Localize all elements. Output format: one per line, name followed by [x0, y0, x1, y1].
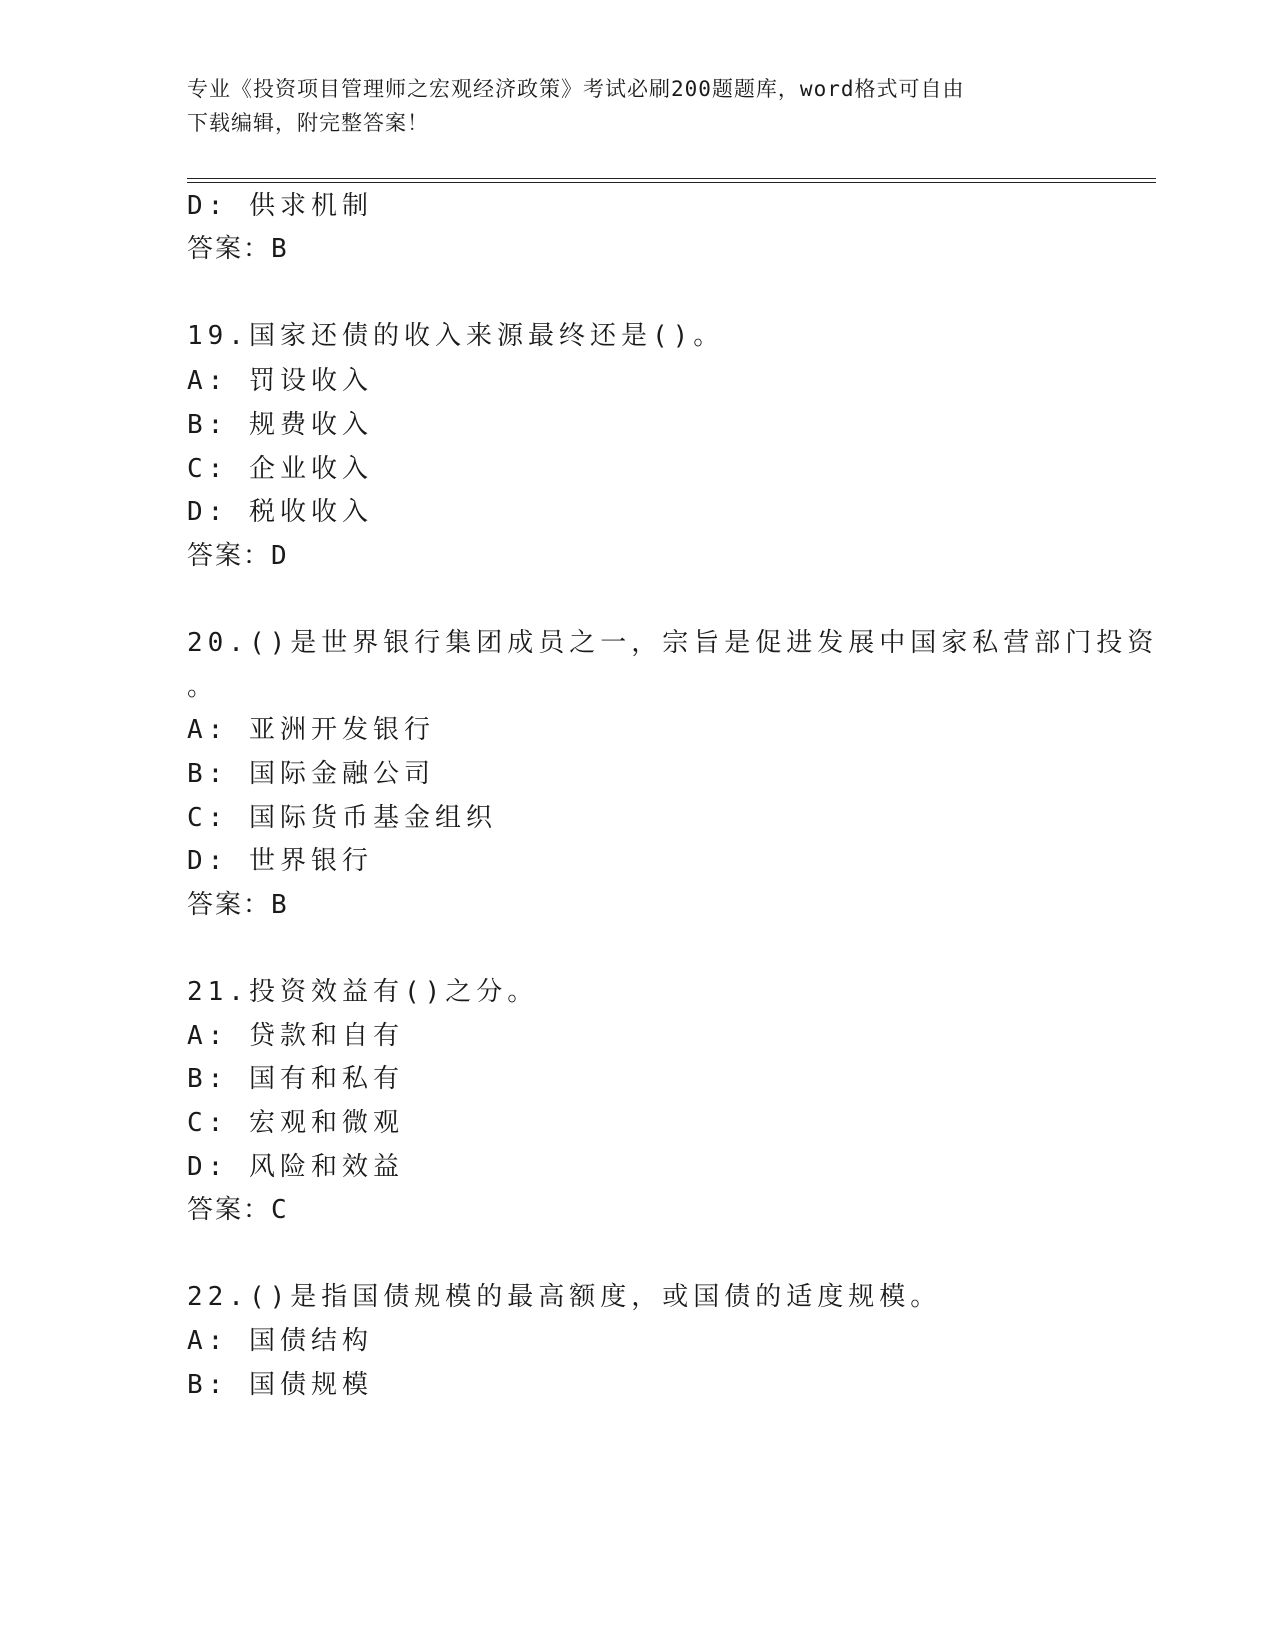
- question-19-stem: 19.国家还债的收入来源最终还是()。: [187, 321, 725, 351]
- header-divider-top: [187, 178, 1156, 179]
- prev-option-d: D: 供求机制: [187, 191, 373, 221]
- question-21-option-c: C: 宏观和微观: [187, 1108, 404, 1138]
- prev-answer: 答案：B: [187, 234, 289, 264]
- question-22-option-a: A: 国债结构: [187, 1326, 373, 1356]
- question-19-option-b: B: 规费收入: [187, 410, 373, 440]
- question-19-option-c: C: 企业收入: [187, 454, 373, 484]
- question-21-stem: 21.投资效益有()之分。: [187, 977, 539, 1007]
- question-20-option-c: C: 国际货币基金组织: [187, 803, 497, 833]
- question-21-option-a: A: 贷款和自有: [187, 1021, 404, 1051]
- document-header: [187, 72, 1087, 140]
- question-19-answer: 答案：D: [187, 541, 289, 571]
- question-19-option-a: A: 罚设收入: [187, 366, 373, 396]
- question-20-stem-continued: 。: [187, 672, 219, 702]
- header-divider-bottom: [187, 182, 1156, 183]
- question-20-option-a: A: 亚洲开发银行: [187, 715, 435, 745]
- question-20-answer: 答案：B: [187, 890, 289, 920]
- question-20-option-b: B: 国际金融公司: [187, 759, 435, 789]
- question-21-answer: 答案：C: [187, 1195, 289, 1225]
- question-22-stem: 22.()是指国债规模的最高额度，或国债的适度规模。: [187, 1282, 942, 1312]
- question-21-option-d: D: 风险和效益: [187, 1152, 404, 1182]
- header-line-2: 下载编辑，附完整答案！: [187, 111, 429, 135]
- question-21-option-b: B: 国有和私有: [187, 1064, 404, 1094]
- header-line-1: 专业《投资项目管理师之宏观经济政策》考试必刷200题题库，word格式可自由: [187, 77, 965, 101]
- question-20-stem: 20.()是世界银行集团成员之一，宗旨是促进发展中国家私营部门投资: [187, 628, 1159, 658]
- question-22-option-b: B: 国债规模: [187, 1370, 373, 1400]
- question-19-option-d: D: 税收收入: [187, 497, 373, 527]
- question-20-option-d: D: 世界银行: [187, 846, 373, 876]
